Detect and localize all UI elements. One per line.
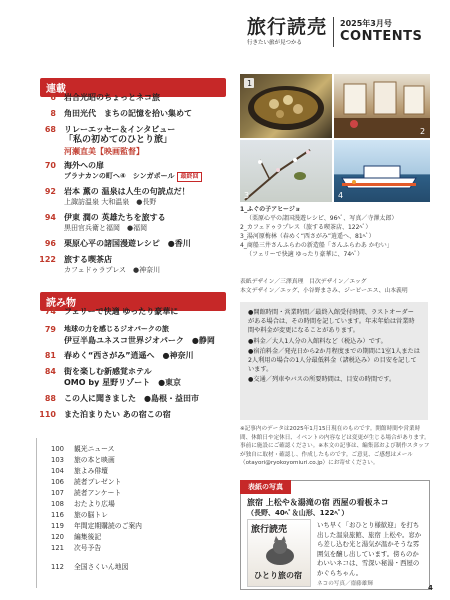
photo-caption: 3_湯河原梅林（春めく“西さがみ”逍遥へ、81ﾍﾟ）	[240, 233, 375, 240]
page-number: 116	[51, 511, 64, 519]
page-number: 94	[44, 213, 56, 222]
item-title-2: プラナカンの町へ④ シンガポール	[64, 172, 175, 180]
info-transport: ●交通／列車やバスの所要時間は、目安の時間です。	[248, 376, 396, 384]
item-title: 読者プレゼント	[74, 478, 122, 486]
cover-mini-title: ひとり旅の宿	[254, 571, 302, 580]
info-hours: ●開館時間・営業時間／最終入館受付時間、ラストオーダーがある場合は、その時間を記しています。年末年始は営業時間や料金が変更になることがあります。	[248, 309, 415, 335]
info-notice-box	[240, 302, 428, 420]
header-divider	[333, 17, 334, 47]
toc-item[interactable]	[44, 444, 114, 454]
item-title: おたより広場	[74, 500, 115, 508]
photo-plum-grove	[240, 140, 332, 202]
cover-box-heading: 表紙の写真	[240, 480, 291, 494]
page-number: 120	[51, 533, 64, 541]
page-number: 104	[51, 467, 64, 475]
column-divider	[36, 438, 37, 588]
item-title: 伊東 潤の 英雄たちを旅する	[64, 213, 166, 222]
svg-text:2: 2	[420, 127, 426, 136]
toc-item[interactable]	[36, 160, 202, 182]
item-title: 地球の力を感じるジオパークの旅	[64, 325, 169, 333]
item-subtitle: 上諏訪温泉 大和温泉 ●長野	[64, 198, 157, 206]
svg-text:1: 1	[247, 79, 253, 88]
cover-photo-box	[240, 480, 430, 590]
info-lodging: ●宿泊料金／発売日から2か月程度までの期間に1室1人または2人利用の場合の1人分最低料金（諸税込み）の目安を記しています。	[248, 347, 420, 374]
item-title: 海外への扉	[64, 161, 104, 170]
photo-caption: 4_商船三井さんふらわの新造船「さんふらわあ かむい」	[240, 242, 393, 249]
page-number: 100	[51, 445, 64, 453]
page-number: 88	[44, 394, 56, 403]
item-title: 街を楽しむ新感覚ホテル	[64, 367, 152, 376]
plum-branch-illustration	[240, 140, 332, 202]
magazine-tagline: 行きたい旅が見つかる	[247, 40, 303, 46]
item-subtitle: 河瀬直美【映画監督】	[64, 147, 144, 156]
page-number-footer: 4	[428, 584, 433, 592]
photo-ferry	[334, 140, 430, 202]
toc-item[interactable]	[44, 488, 121, 498]
toc-item[interactable]	[36, 212, 166, 233]
cover-thumbnail	[247, 519, 311, 587]
page-number: 119	[51, 522, 64, 530]
item-title: 読者アンケート	[74, 489, 122, 497]
item-title: リレーエッセー＆インタビュー	[64, 125, 176, 134]
item-title: 全国さくいん地図	[74, 563, 129, 571]
info-fees: ●料金／大人1人分の入館料など（税込み）です。	[248, 337, 387, 345]
page-number: 74	[44, 307, 56, 316]
cover-description: いち早く「おひとり様歓迎」を打ち出した温泉旅館、旅宿 上松や。窓から差し込む光と湯気が温かそうな雰囲気を醸し出しています。傍らのかわいいネコは、雪深い秘湯・西屋のかぐらちゃん。	[317, 521, 422, 577]
item-subtitle: カフェドゥラプレス ●神奈川	[64, 266, 161, 274]
page-number: 110	[39, 410, 56, 419]
magazine-logo: 旅行読売	[247, 16, 328, 38]
toc-item[interactable]	[44, 499, 115, 509]
toc-item[interactable]	[36, 92, 160, 103]
item-title: 年間定期購読のご案内	[74, 522, 142, 530]
page-number: 84	[44, 367, 56, 376]
toc-item[interactable]	[44, 477, 121, 487]
item-title: 岩合光昭のちょっとネコ旅	[64, 93, 160, 102]
svg-text:3: 3	[244, 191, 250, 200]
item-title: 旅の本と映画	[74, 456, 115, 464]
toc-item[interactable]	[36, 238, 191, 249]
toc-item[interactable]	[36, 350, 194, 361]
masthead	[247, 12, 447, 52]
toc-item[interactable]	[36, 306, 178, 317]
page-number: 79	[44, 325, 56, 334]
item-title: 旅よみ俳壇	[74, 467, 108, 475]
cafe-interior-illustration	[334, 74, 430, 138]
photo-caption: （栗原心平の諸国漫遊レシピ、96ﾍﾟ、写真／寺澤太郎）	[246, 215, 398, 222]
photo-ajillo	[240, 74, 332, 138]
toc-item[interactable]	[44, 455, 115, 465]
photo-caption: 2_カフェドゥラプレス（旅する喫茶店、122ﾍﾟ）	[240, 224, 372, 231]
cover-title: 旅宿 上松や＆湯滝の宿 西屋の看板ネコ	[247, 498, 389, 507]
page-number: 122	[39, 255, 56, 264]
photo-caption: 1_ふぐの子アヒージョ	[240, 206, 301, 213]
page-number: 68	[44, 125, 56, 134]
ajillo-pan-illustration	[240, 74, 332, 138]
page-number: 70	[44, 161, 56, 170]
page-number: 92	[44, 187, 56, 196]
item-title: また泊まりたい あの宿この宿	[64, 410, 171, 419]
toc-item[interactable]	[44, 510, 108, 520]
issue-date: 2025年3月号	[340, 19, 392, 28]
page-number: 106	[51, 478, 64, 486]
page-number: 107	[51, 489, 64, 497]
toc-item[interactable]	[36, 324, 215, 346]
page-number: 81	[44, 351, 56, 360]
page-number: 8	[50, 109, 56, 118]
item-title: 春めく“西さがみ”逍遥へ ●神奈川	[64, 351, 194, 360]
toc-item[interactable]	[36, 124, 175, 157]
item-title: 次号予告	[74, 544, 102, 552]
page-number: 96	[44, 239, 56, 248]
section-label: 読み物	[46, 298, 76, 309]
page-number: 108	[51, 500, 64, 508]
item-title: フェリーで快適 ゆったり豪華に	[64, 307, 179, 316]
toc-item[interactable]	[44, 532, 101, 542]
toc-item[interactable]	[36, 186, 190, 207]
item-title: 旅の脳トレ	[74, 511, 108, 519]
toc-item[interactable]	[44, 562, 128, 572]
photo-caption: （フェリーで快適 ゆったり豪華に、74ﾍﾟ）	[246, 251, 364, 258]
cover-photo-credit: ネコの写真／齋藤雄輝	[317, 581, 373, 587]
item-title-2: 「私の初めてのひとり旅」	[64, 135, 173, 145]
page-number: 112	[51, 563, 64, 571]
toc-item[interactable]	[36, 409, 171, 420]
item-title: 栗原心平の諸国漫遊レシピ ●香川	[64, 239, 191, 248]
item-title: 編集後記	[74, 533, 102, 541]
ferry-illustration	[334, 140, 430, 202]
data-disclaimer: ※記事内のデータは2025年1月15日現在のものです。開館時間や営業時間、休館日や定休日、イベントの内容などは変更が生じる場合があります。事前に施設にご確認ください。※本文の記事は、編集部および制作スタッフが独自に取材・確認し、作成したものです。ご意見、ご感想はメール（otayori@ryokoyomiuri.co.jp）にお寄せください。	[240, 426, 430, 467]
toc-item[interactable]	[44, 466, 108, 476]
design-credit: 表紙デザイン／三澤真理 目次デザイン／エッグ	[240, 279, 367, 285]
item-title: 岩本 薫の 温泉は人生の句読点だ！	[64, 187, 190, 196]
page-number: 103	[51, 456, 64, 464]
toc-item[interactable]	[36, 393, 199, 404]
page-number: 6	[50, 93, 56, 102]
item-title: 旅する喫茶店	[64, 255, 112, 264]
item-title: 角田光代 まちの記憶を拾い集めて	[64, 109, 192, 118]
cover-location: （長野、40ﾍﾟ＆山形、122ﾍﾟ）	[247, 509, 349, 517]
toc-item[interactable]	[36, 108, 192, 119]
final-episode-badge: 最終回	[177, 172, 201, 182]
toc-item[interactable]	[44, 521, 142, 531]
item-title: この人に聞きました ●島根・益田市	[64, 394, 199, 403]
item-subtitle: 黒田官兵衛と福岡 ●福岡	[64, 224, 148, 232]
item-title-2: 伊豆半島ユネスコ世界ジオパーク ●静岡	[64, 336, 215, 345]
cover-mini-logo: 旅行読売	[251, 525, 288, 535]
item-title-2: OMO by 星野リゾート ●東京	[64, 378, 182, 387]
photo-cafe	[334, 74, 430, 138]
design-credit: 本文デザイン／エッグ、小谷野まさみ、ジーピーエス、山本義明	[240, 288, 408, 294]
section-label: 連載	[46, 84, 66, 95]
toc-item[interactable]	[44, 543, 101, 553]
contents-title: CONTENTS	[340, 29, 423, 44]
toc-item[interactable]	[36, 366, 181, 388]
item-title: 観光ニュース	[74, 445, 115, 453]
svg-text:4: 4	[338, 191, 344, 200]
toc-item[interactable]	[36, 254, 160, 275]
cat-icon	[258, 536, 302, 566]
page-number: 121	[51, 544, 64, 552]
